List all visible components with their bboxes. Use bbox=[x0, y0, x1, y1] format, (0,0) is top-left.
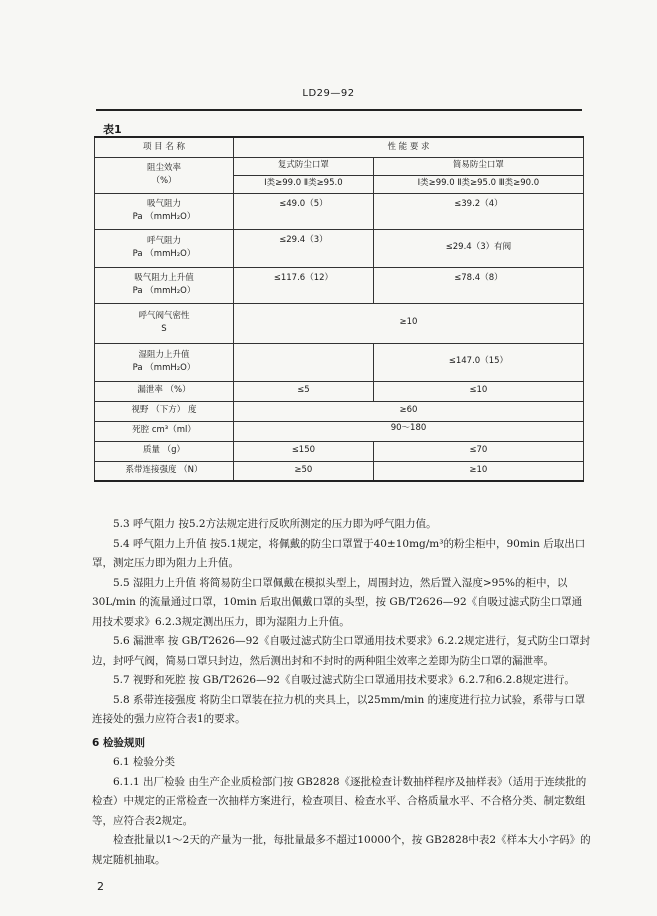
row-view-name: 视野 （下方） 度 bbox=[95, 401, 234, 421]
para-6-1: 6.1 检验分类 bbox=[113, 756, 176, 768]
page-header: LD29—92 bbox=[302, 88, 355, 99]
row-view-value: ≥60 bbox=[234, 401, 584, 421]
para-5-3: 5.3 呼气阻力 按5.2方法规定进行反吹所测定的压力即为呼气阻力值。 bbox=[113, 518, 437, 530]
row-inhale-resistance-name: 吸气阻力 Pa （mmH₂O） bbox=[95, 193, 234, 229]
row-valve-tightness-value: ≥10 bbox=[234, 303, 584, 343]
row-dust-efficiency-name: 阻尘效率 （%） bbox=[95, 157, 234, 193]
para-5-6: 5.6 漏泄率 按 GB/T2626—92《自吸过滤式防尘口罩通用技术要求》6.2.2规定进行，复式防尘口罩封边，封呼气阀，简易口罩只封边，然后测出封和不封时的两种阻尘效率之差即为防尘口罩的漏泄率。 bbox=[92, 635, 591, 667]
row-wet-rise-compound bbox=[234, 343, 374, 381]
row-dust-efficiency-compound: Ⅰ类≥99.0 Ⅱ类≥95.0 bbox=[234, 175, 374, 193]
table-head-perf: 性 能 要 求 bbox=[234, 137, 584, 157]
para-5-7: 5.7 视野和死腔 按 GB/T2626—92《自吸过滤式防尘口罩通用技术要求》6.2.7和6.2.8规定进行。 bbox=[113, 674, 575, 686]
header-rule bbox=[96, 109, 582, 111]
row-valve-tightness-name: 呼气阀气密性 S bbox=[95, 303, 234, 343]
row-inhale-rise-name: 吸气阻力上升值 Pa （mmH₂O） bbox=[95, 267, 234, 303]
row-strap-strength-name: 系带连接强度 （N） bbox=[95, 461, 234, 481]
row-leakage-name: 漏泄率 （%） bbox=[95, 381, 234, 401]
row-inhale-rise-compound: ≤117.6（12） bbox=[234, 267, 374, 303]
row-mass-compound: ≤150 bbox=[234, 441, 374, 461]
row-wet-rise-name: 湿阻力上升值 Pa （mmH₂O） bbox=[95, 343, 234, 381]
row-inhale-resistance-simple: ≤39.2（4） bbox=[373, 193, 583, 229]
row-mass-simple: ≤70 bbox=[373, 441, 583, 461]
row-dust-efficiency-simple: Ⅰ类≥99.0 Ⅱ类≥95.0 Ⅲ类≥90.0 bbox=[373, 175, 583, 193]
row-inhale-resistance-compound: ≤49.0（5） bbox=[234, 193, 374, 229]
row-wet-rise-simple: ≤147.0（15） bbox=[373, 343, 583, 381]
row-dead-space-value: 90～180 bbox=[234, 421, 584, 441]
row-leakage-simple: ≤10 bbox=[373, 381, 583, 401]
row-inhale-rise-simple: ≤78.4（8） bbox=[373, 267, 583, 303]
para-6-1-1-b: 检查批量以1～2天的产量为一批，每批量最多不超过10000个，按 GB2828中表2《样本大小字码》的规定随机抽取。 bbox=[92, 834, 591, 866]
row-dead-space-name: 死腔 cm³（ml） bbox=[95, 421, 234, 441]
row-strap-strength-simple: ≥10 bbox=[373, 461, 583, 481]
row-exhale-resistance-compound: ≤29.4（3） bbox=[234, 229, 374, 267]
row-exhale-resistance-simple: ≤29.4（3）有阀 bbox=[373, 229, 583, 267]
row-strap-strength-compound: ≥50 bbox=[234, 461, 374, 481]
row-exhale-resistance-name: 呼气阻力 Pa （mmH₂O） bbox=[95, 229, 234, 267]
para-5-8: 5.8 系带连接强度 将防尘口罩装在拉力机的夹具上，以25mm/min 的速度进行拉力试验，系带与口罩连接处的强力应符合表1的要求。 bbox=[92, 693, 586, 725]
para-5-4: 5.4 呼气阻力上升值 按5.1规定，将佩戴的防尘口罩置于40±10mg/m³的粉尘柜中，90min 后取出口罩，测定压力即为阻力上升值。 bbox=[92, 537, 586, 569]
para-6-1-1: 6.1.1 出厂检验 由生产企业质检部门按 GB2828《逐批检查计数抽样程序及抽样表》（适用于连续批的检查）中规定的正常检查一次抽样方案进行，检查项目、检查水平、合格质量水平、不合格分类、制定数组等，应符合表2规定。 bbox=[92, 775, 587, 827]
section-6-heading: 6 检验规则 bbox=[92, 736, 145, 749]
body-text bbox=[92, 515, 592, 870]
sub-compound: 复式防尘口罩 bbox=[234, 157, 374, 175]
row-leakage-compound: ≤5 bbox=[234, 381, 374, 401]
row-mass-name: 质量 （g） bbox=[95, 441, 234, 461]
page-number: 2 bbox=[97, 880, 104, 893]
sub-simple: 简易防尘口罩 bbox=[373, 157, 583, 175]
table-title: 表1 bbox=[103, 123, 122, 136]
spec-table bbox=[94, 136, 584, 482]
para-5-5: 5.5 湿阻力上升值 将简易防尘口罩佩戴在模拟头型上，周围封边，然后置入湿度>95%的柜中，以30L/min 的流量通过口罩，10min 后取出佩戴口罩的头型，按 GB/T2626—92《自吸过滤式防尘口罩通用技术要求》6.2.3规定测出压力，即为湿阻力上升值。 bbox=[92, 576, 583, 628]
table-head-item: 项 目 名 称 bbox=[95, 137, 234, 157]
